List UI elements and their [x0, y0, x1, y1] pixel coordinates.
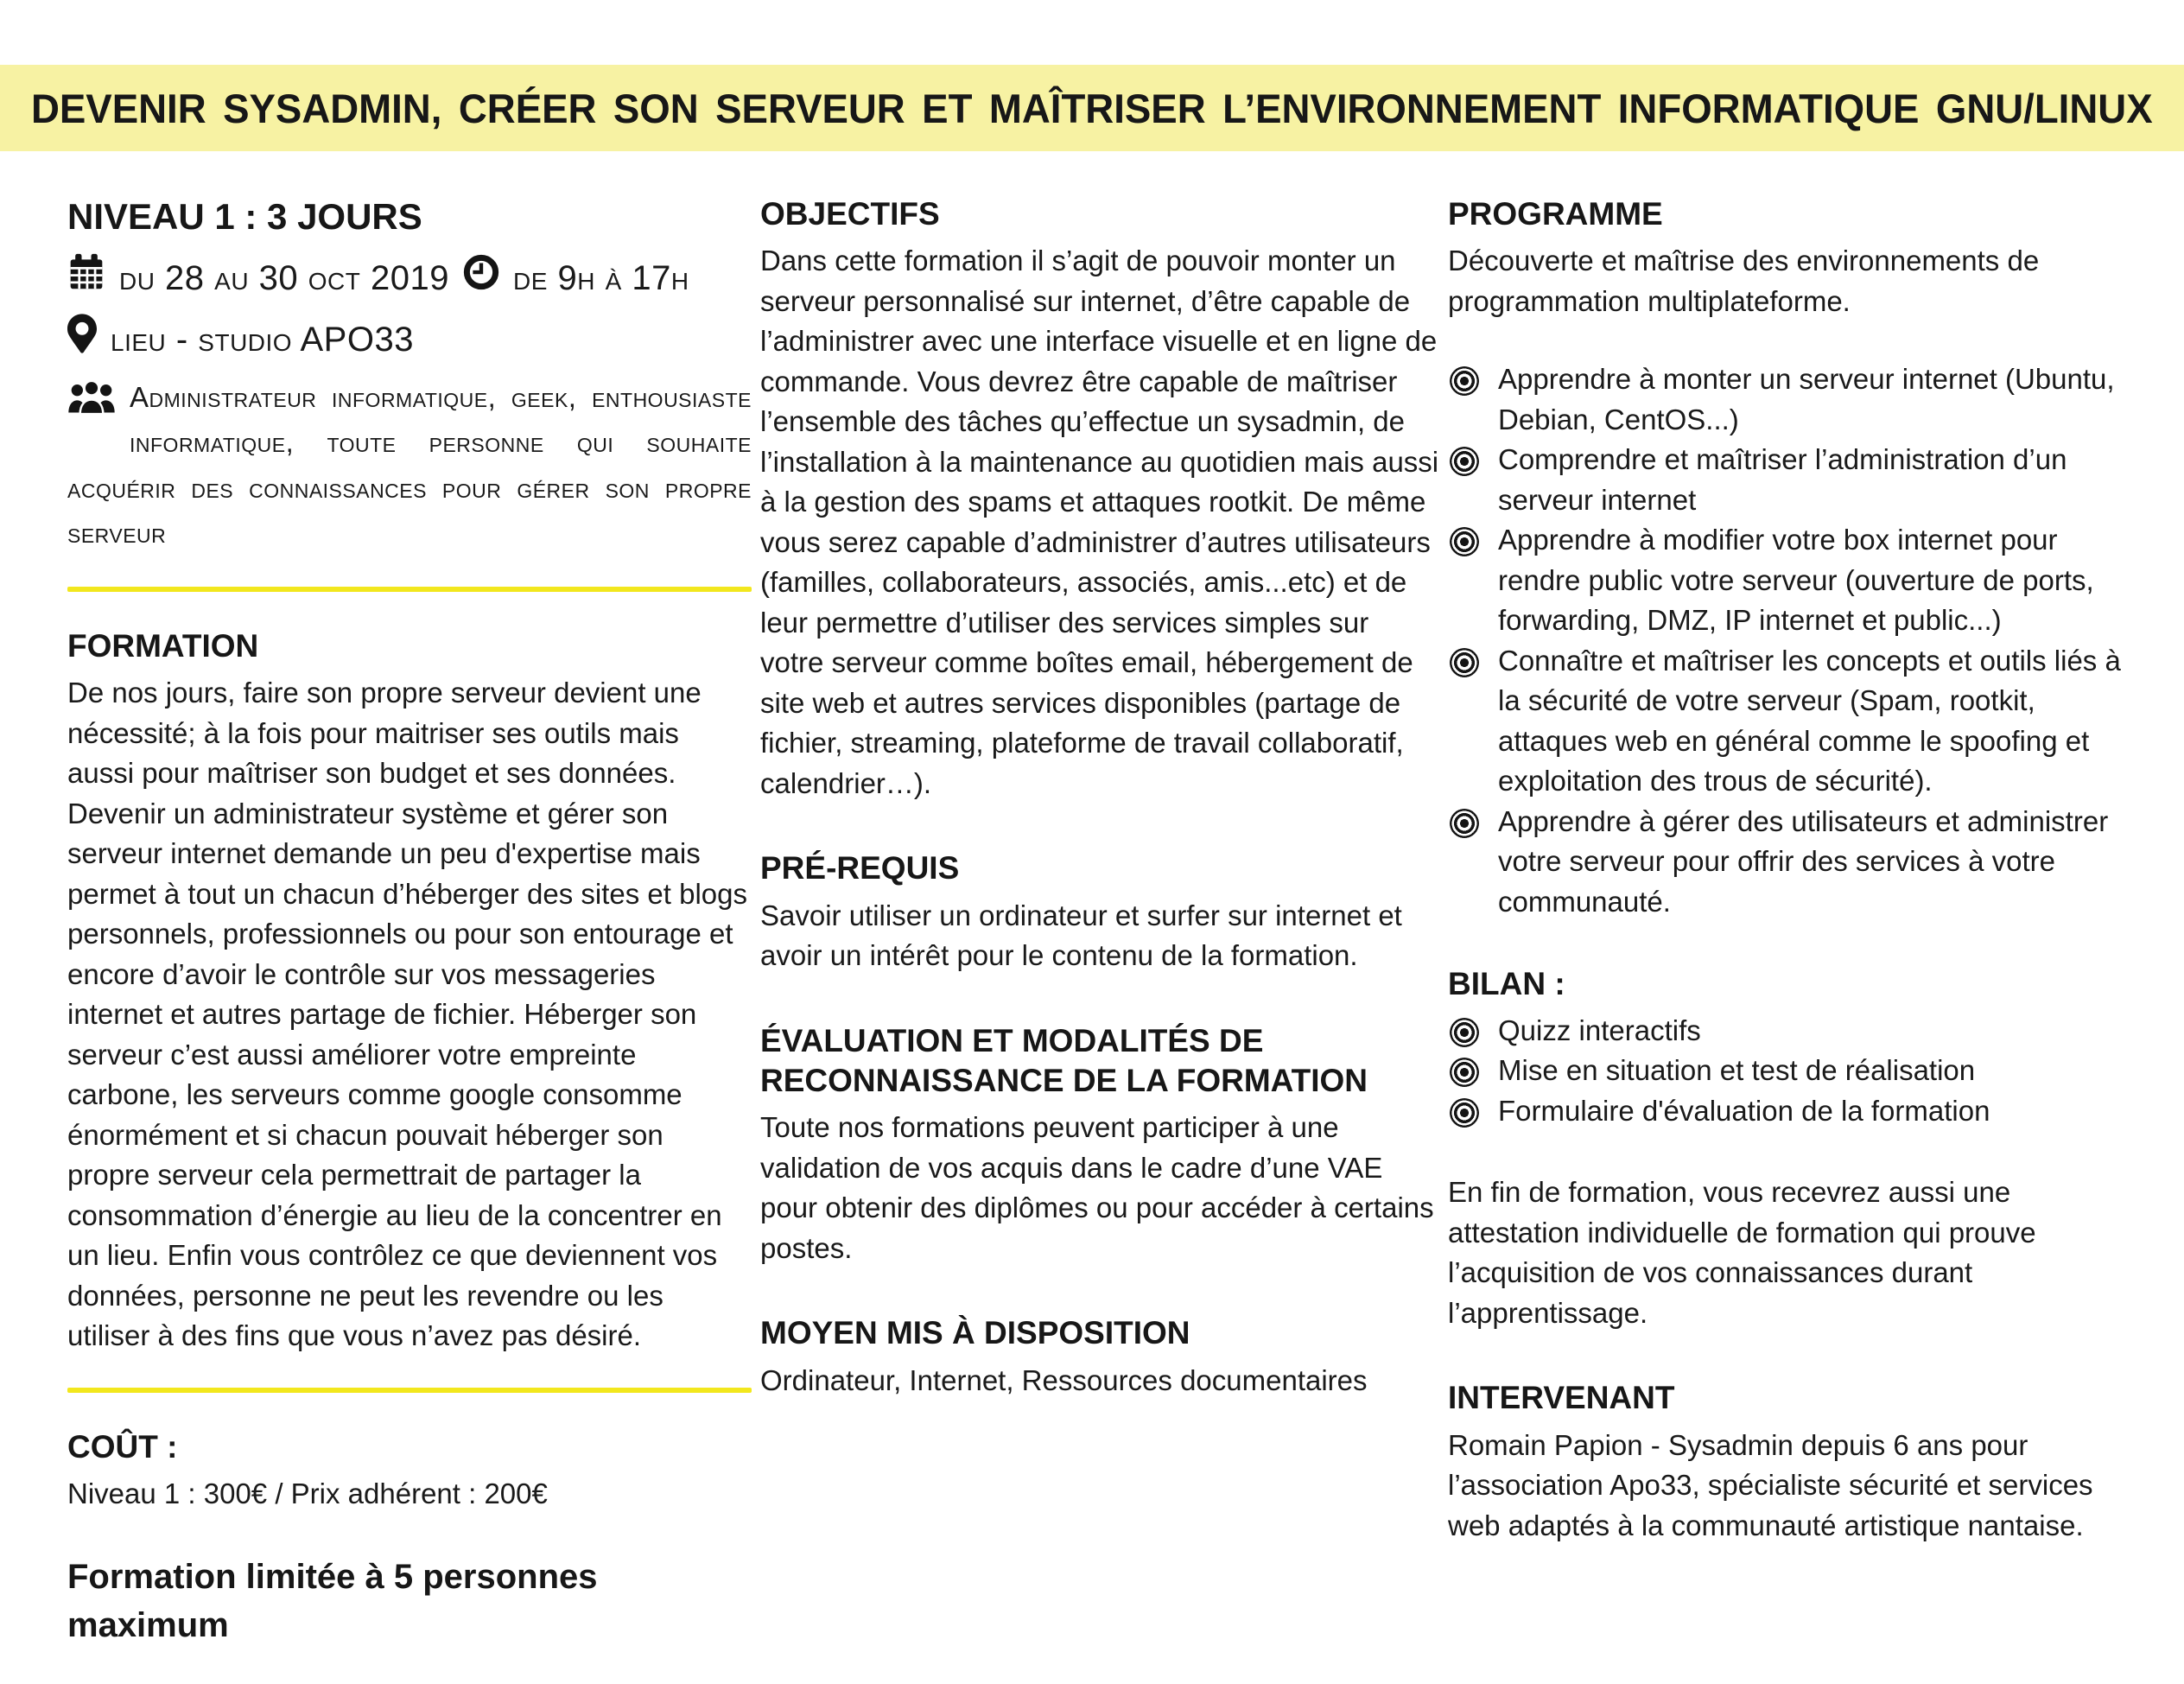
clock-icon: [463, 254, 499, 303]
map-pin-icon: [67, 314, 97, 366]
cost-heading: COÛT :: [67, 1428, 178, 1465]
moyens-heading: MOYEN MIS À DISPOSITION: [760, 1315, 1190, 1351]
intervenant-text: Romain Papion - Sysadmin depuis 6 ans pour l’association Apo33, spécialiste sécurité et services web adaptés à la communauté artistique nantaise.: [1448, 1428, 2093, 1541]
audience-text: Administrateur informatique, geek, enthousiaste informatique, toute personne qui souhaite acquérir des connaissances pour gérer son propre serveur: [67, 381, 752, 549]
time-range: de 9h à 17h: [512, 259, 689, 297]
list-item: Mise en situation et test de réalisation: [1448, 1051, 2129, 1091]
audience-paragraph: [67, 375, 752, 556]
list-item: Apprendre à monter un serveur internet (Ubuntu, Debian, CentOS...): [1448, 359, 2129, 440]
prerequis-text: Savoir utiliser un ordinateur et surfer sur internet et avoir un intérêt pour le contenu de la formation.: [760, 899, 1402, 972]
yellow-divider: [67, 1388, 752, 1393]
formation-text: De nos jours, faire son propre serveur devient une nécessité; à la fois pour maitriser ses outils mais aussi pour maîtriser son budget et ses données. Devenir un administrateur système et gérer son serveur internet demande un peu d'expertise mais permet à tout un chacun d’héberger des sites et blogs personnels, professionnels ou pour son entourage et encore d’avoir le contrôle sur vos messageries internet et autres partage de fichier. Héberger son serveur c’est aussi améliorer votre empreinte carbone, les serveurs comme google consomme énormément et si chacun pouvait héberger son propre serveur cela permettrait de partager la consommation d’énergie au lieu de la concentrer en un lieu. Enfin vous contrôlez ce que deviennent vos données, personne ne peut les revendre ou les utiliser à des fins que vous n’avez pas désiré.: [67, 677, 747, 1352]
users-icon: [67, 380, 116, 428]
location-label: lieu - studio APO33: [111, 321, 414, 359]
schedule-row: [67, 252, 752, 305]
objectifs-heading: OBJECTIFS: [760, 196, 940, 232]
list-item: Apprendre à gérer des utilisateurs et administrer votre serveur pour offrir des services à votre communauté.: [1448, 802, 2129, 923]
cost-price-line: Niveau 1 : 300€ / Prix adhérent : 200€: [67, 1477, 548, 1510]
objectifs-text: Dans cette formation il s’agit de pouvoir monter un serveur personnalisé sur internet, d’être capable de l’administrer avec une interface visuelle et en ligne de commande. Vous devrez être capable de maîtriser l’ensemble des tâches qu’effectue un sysadmin, de l’installation à la maintenance au quotidien mais aussi à la gestion des spams et attaques rootkit. De même vous serez capable d’administrer d’autres utilisateurs (familles, collaborateurs, associés, amis...etc) et de leur permettre d’utiliser des services simples sur votre serveur comme boîtes email, hébergement de site web et autres services disponibles (partage de fichier, streaming, plateforme de travail collaboratif, calendrier…).: [760, 245, 1439, 799]
page-title: DEVENIR SYSADMIN, CRÉER SON SERVEUR ET MAÎTRISER L’ENVIRONNEMENT INFORMATIQUE GNU/LINUX: [31, 85, 2153, 131]
list-item: Apprendre à modifier votre box internet pour rendre public votre serveur (ouverture de ports, forwarding, DMZ, IP internet et public...): [1448, 520, 2129, 641]
programme-bullet-list: [1448, 359, 2129, 922]
cost-limit-note: Formation limitée à 5 personnes maximum: [67, 1557, 598, 1644]
bilan-bullet-list: [1448, 1011, 2129, 1132]
formation-heading: FORMATION: [67, 627, 259, 664]
evaluation-heading: ÉVALUATION ET MODALITÉS DE RECONNAISSANCE DE LA FORMATION: [760, 1022, 1368, 1098]
bilan-closing-text: En fin de formation, vous recevrez aussi une attestation individuelle de formation qui prouve l’acquisition de vos connaissances durant l’apprentissage.: [1448, 1176, 2036, 1329]
prerequis-heading: PRÉ-REQUIS: [760, 850, 960, 886]
yellow-divider: [67, 587, 752, 592]
column-left: [67, 194, 752, 1684]
column-middle: [760, 194, 1439, 1401]
title-band: [0, 65, 2184, 151]
intervenant-heading: INTERVENANT: [1448, 1380, 1675, 1416]
evaluation-text: Toute nos formations peuvent participer à une validation de vos acquis dans le cadre d’une VAE pour obtenir des diplômes ou pour accéder à certains postes.: [760, 1111, 1434, 1264]
programme-intro: Découverte et maîtrise des environnements de programmation multiplateforme.: [1448, 245, 2040, 317]
programme-heading: PROGRAMME: [1448, 196, 1663, 232]
list-item: Quizz interactifs: [1448, 1011, 2129, 1052]
date-range: du 28 au 30 oct 2019: [119, 259, 449, 297]
column-right: [1448, 194, 2129, 1546]
moyens-text: Ordinateur, Internet, Ressources documentaires: [760, 1363, 1368, 1396]
list-item: Formulaire d'évaluation de la formation: [1448, 1091, 2129, 1132]
location-row: [67, 314, 752, 366]
level-heading: NIVEAU 1 : 3 JOURS: [67, 196, 422, 237]
calendar-icon: [67, 252, 105, 305]
list-item: Connaître et maîtriser les concepts et outils liés à la sécurité de votre serveur (Spam, rootkit, attaques web en général comme le spoofing et exploitation des trous de sécurité).: [1448, 641, 2129, 802]
list-item: Comprendre et maîtriser l’administration d’un serveur internet: [1448, 440, 2129, 520]
bilan-heading: BILAN :: [1448, 965, 1565, 1001]
